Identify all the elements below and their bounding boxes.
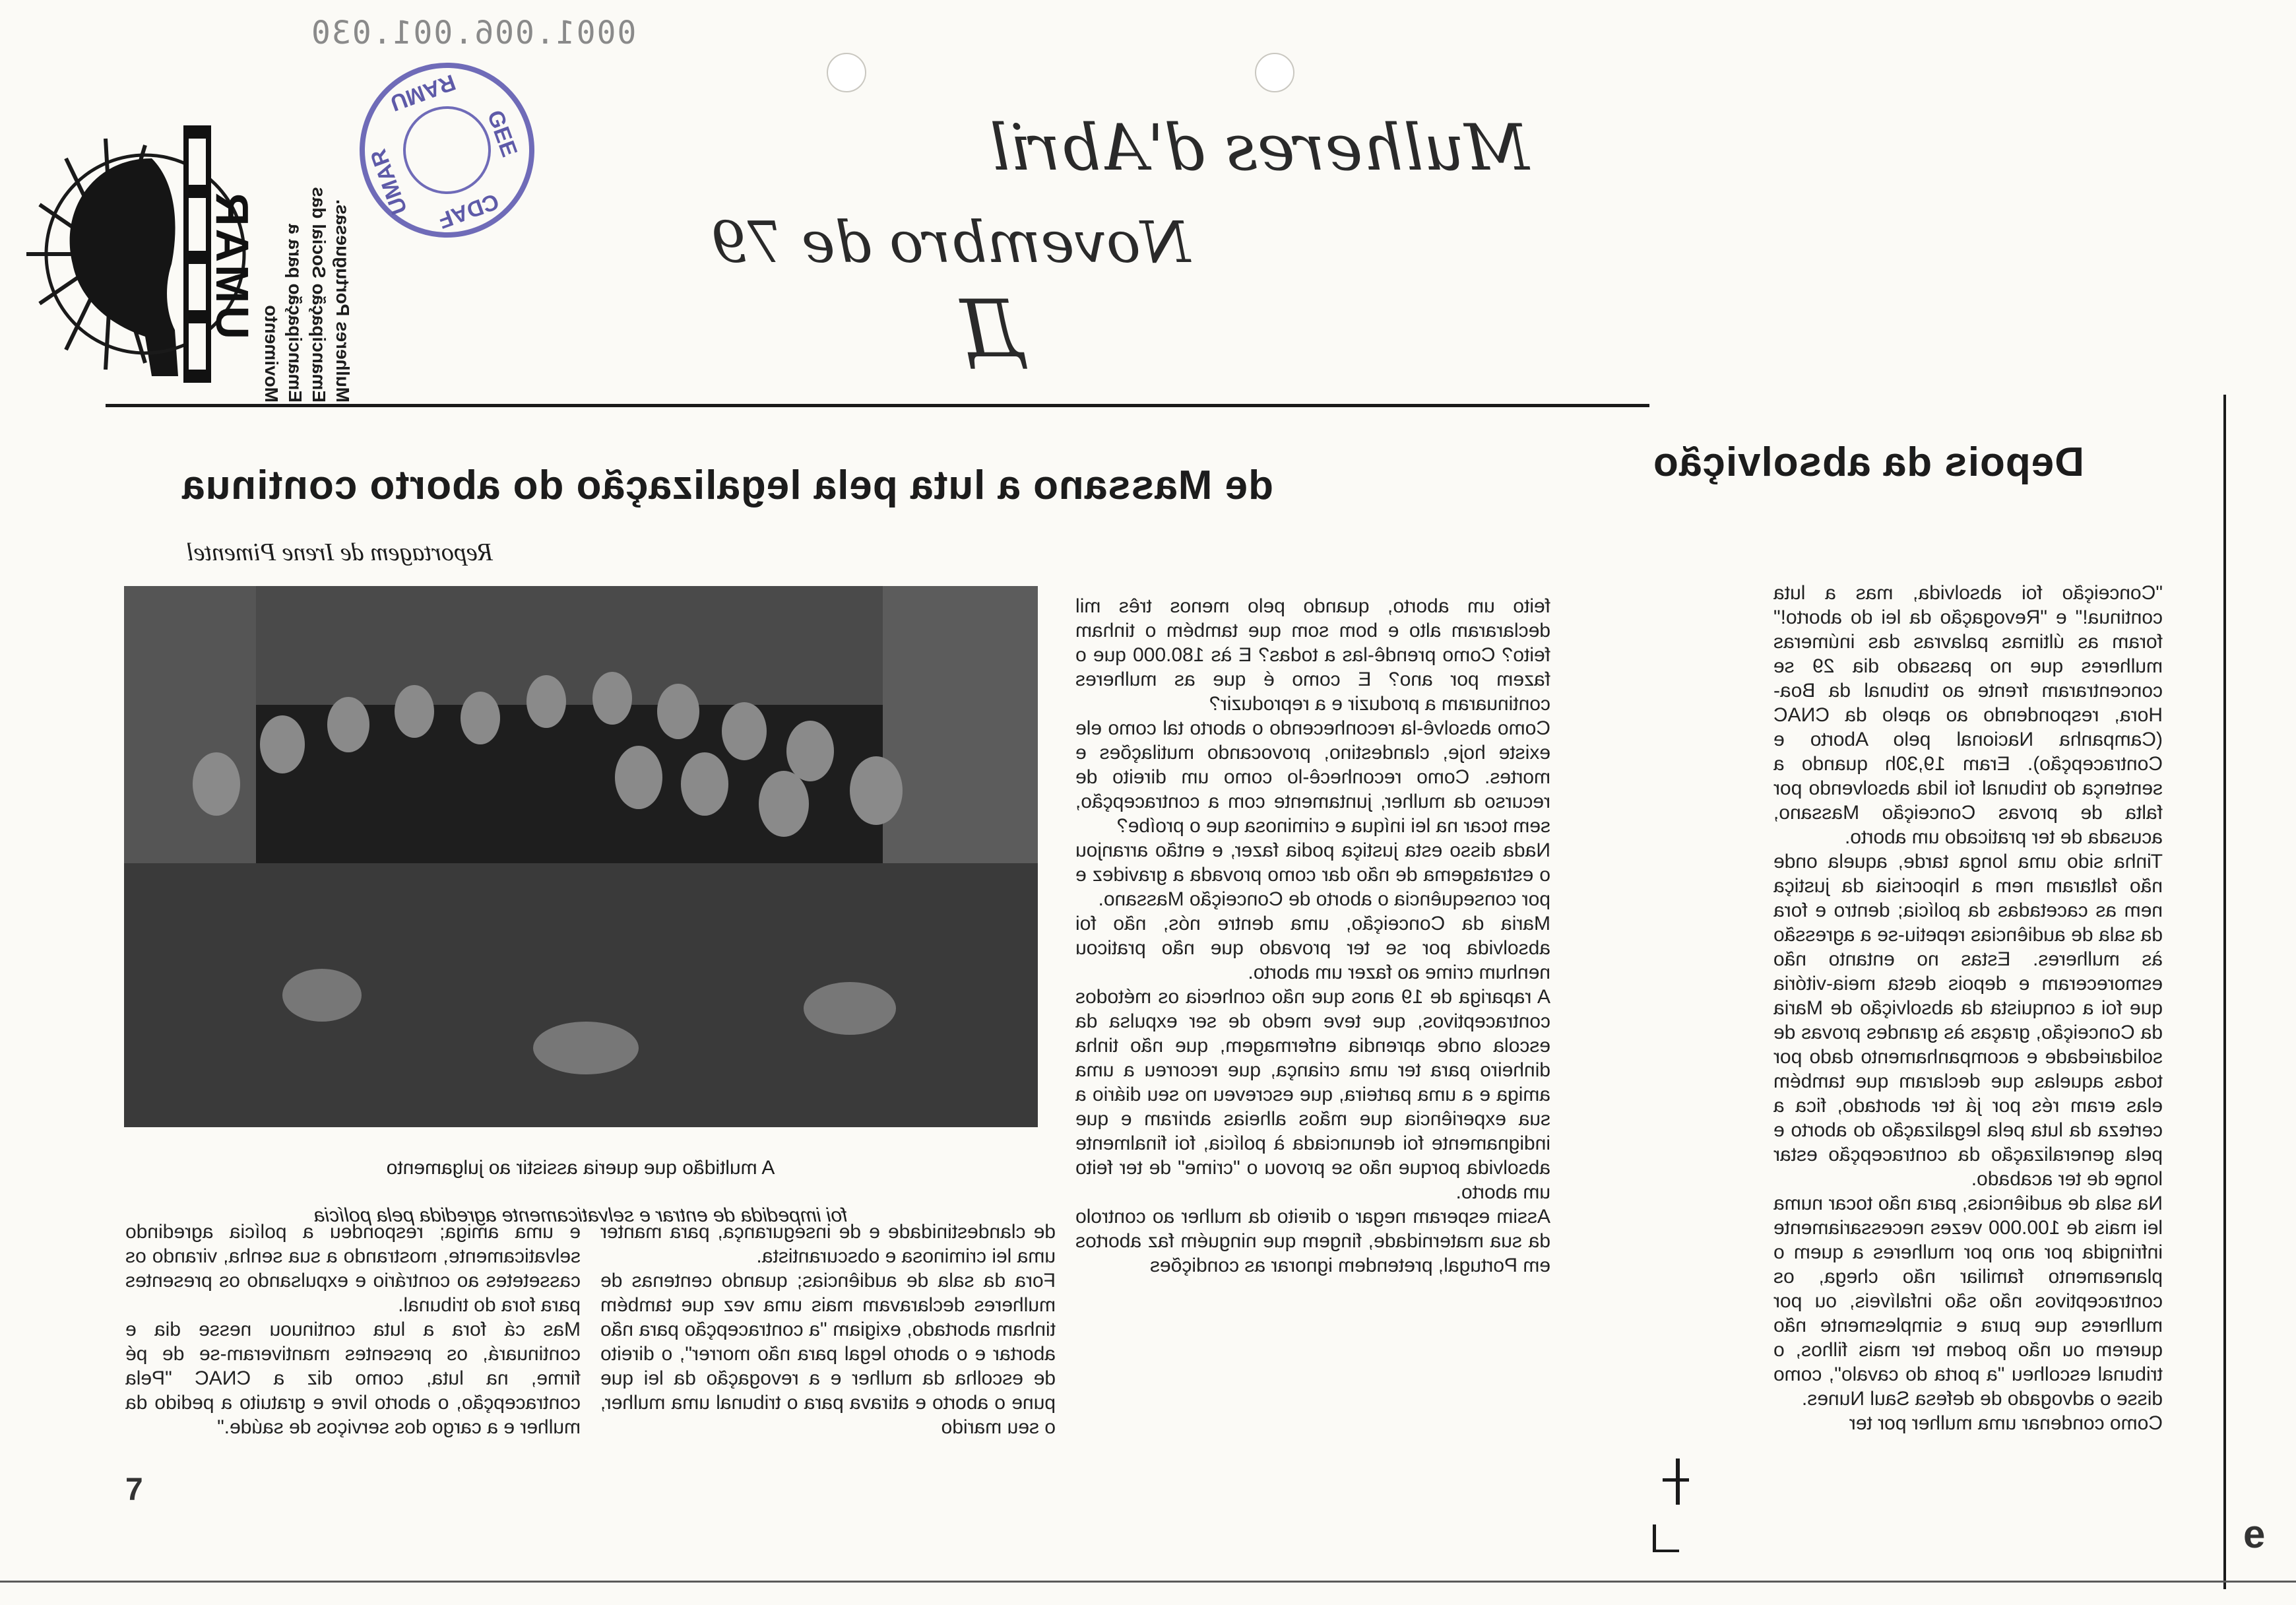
archive-stamp [335, 38, 559, 263]
margin-tick-2-bar [1653, 1550, 1679, 1552]
margin-tick-1 [1676, 1458, 1680, 1505]
article-column-4: e uma amiga; respondeu a polícia agredindo selvaticamente, mostrando a sua senha, virando os cassetetes ao contrário e expulsando os presentes para fora do tribunal. Mas cá fora a luta continuou nesse dia e continuará, os presentes mantiveram-se de pé firme, na luta, como diz a CNAC "Pela contracepção, o aborto livre e gratuito a pedido da mulher e a cargo dos serviços de saúde." [125, 1221, 581, 1438]
byline: Reportagem de Irene Pimentel [187, 539, 493, 566]
crowd-photo [124, 586, 1038, 1127]
logo-line1: Movimento [261, 305, 282, 403]
stamp-text-left: GEE [482, 107, 523, 160]
margin-tick-2 [1653, 1524, 1656, 1551]
handwritten-date: Novembro de 79 [711, 210, 1191, 276]
corner-mark: 7 [125, 1472, 143, 1507]
article-column-2: feito um aborto, quando pelo menos três mil declararam alto e bom som que também o tinham feito? Como prendê-las a todas? E às 180.000 que o fazem por ano? E como é que as mulheres continuaram a produzir e a reproduzir? Como absolvê-la reconhecendo o aborto tal como ele existe hoje, clandestino, provocando mutilações e mortes. Como reconhecê-lo como um direito de recurso da mulher, juntamente com a contracepção, sem tocar na lei iníqua e criminosa que o proíbe? Nada disso esta justiça podia fazer, e então arranjou o estratagema de não dar como provada a gravidez e por consequência o aborto de Conceição Massano. Maria da Conceição, uma dentre nós, não foi absolvida por se ter provado que não praticou nenhum crime ao fazer um aborto. A rapariga de 19 anos que não conhecia os métodos contraceptivos, que teve medo de ser expulsa da escola onde aprendia enfermagem, que não tinha dinheiro para ter uma criança, que recorreu a uma amiga e a uma parteira, que escreveu no seu diário a sua experiência que mãos alheias abriram e que indignamente foi denunciada à polícia, foi finalmente absolvida porque não se provou o "crime" de ter feito um aborto. Assim esperam negar o direito da mulher ao controlo da sua maternidade, fingem que ninguém faz abortos em Portugal, pretendem ignorar as condições [1075, 595, 1550, 1276]
handwritten-title: Mulheres d'Abril [990, 111, 1529, 185]
headline-part2: de Massano a luta pela legalização do aborto continua [181, 463, 1274, 508]
article-column-3: de clandestinidade e de insegurança, para manter uma lei criminosa e obscurantista. Fora da sala de audiências; quando centenas de mulheres declaravam mais uma vez que também tinham abortado, exigiam "a contracepção para não abortar e o aborto legal para não morrer", o direito de escolha da mulher e a revogação da lei que pune o aborto e atirava para o tribunal uma mulher, o seu marido [600, 1221, 1056, 1438]
logo-name-block [207, 129, 258, 400]
logo-line4: Mulheres Portuguesas. [333, 199, 353, 403]
archive-code: 0001.006.001.030 [310, 15, 637, 51]
logo-name: UMAR [207, 190, 258, 339]
punch-hole-right [1255, 53, 1294, 92]
right-edge-rule [2223, 395, 2226, 1589]
right-margin-mark: e [2243, 1512, 2266, 1556]
scan-edge-line [0, 1581, 2296, 1583]
logo-tagline [261, 132, 353, 403]
logo-line3: Emancipação Social das [309, 187, 329, 403]
caption-line1: A multidão que queria assistir ao julgamento [386, 1157, 775, 1179]
handwritten-mark: Д [960, 284, 1025, 376]
header-rule [106, 404, 1649, 407]
margin-tick-1-bar [1663, 1478, 1689, 1482]
logo-line2: Emancipação para a [285, 224, 305, 403]
crowd-photo-image [124, 586, 1038, 1127]
punch-hole-left [827, 53, 866, 92]
headline-part1: Depois da absolvição [1653, 440, 2084, 485]
stamp-text-right: UMAR [366, 146, 412, 218]
stamp-text-bottom: RAMU [387, 69, 459, 116]
article-column-1: "Conceição foi absolvida, mas a luta continua!" e "Revogação da lei do aborto!" foram as últimas palavras das inúmeras mulheres que no passado dia 29 se concentraram frente ao tribunal da Boa-Hora, respondendo ao apelo da CNAC (Campanha Nacional pelo Aborto e Contracepção). Eram 19,30h quando a sentença do tribunal foi lida absolvendo por falta de provas Conceição Massano, acusada de ter praticado um aborto. Tinha sido uma longa tarde, aquela onde não faltaram nem a hipocrisia da justiça nem as cacetadas da polícia; dentro e fora da sala de audiências repetiu-se a agressão às mulheres. Estas no entanto não esmoreceram e depois desta meia-vitória que foi a conquista da absolvição de Maria da Conceição, graças às grandes provas de solidariedade e acompanhamento dado por todas aquelas que declaram que também elas eram rés por já ter abortado, fica a certeza da luta pela legalização do aborto e pela generalização da contracepção estar longe de ter acabado. Na sala de audiências, para não tocar numa lei mais de 100.000 vezes necessariamente infringida por ano por mulheres a quem o planeamento familiar não chega, os contraceptivos não são infalíveis, ou por mulheres que pura e simplesmente não querem ou não podem ter mais filhos, o tribunal escolheu "a porta do cavalo", como disse o advogado de defesa Saul Nunes. Como condenar uma mulher por ter [1773, 582, 2163, 1434]
caption-line2: foi impedida de entrar e selvaticamente agredida pela polícia [313, 1204, 848, 1226]
stamp-text-top: CDAF [435, 188, 503, 234]
